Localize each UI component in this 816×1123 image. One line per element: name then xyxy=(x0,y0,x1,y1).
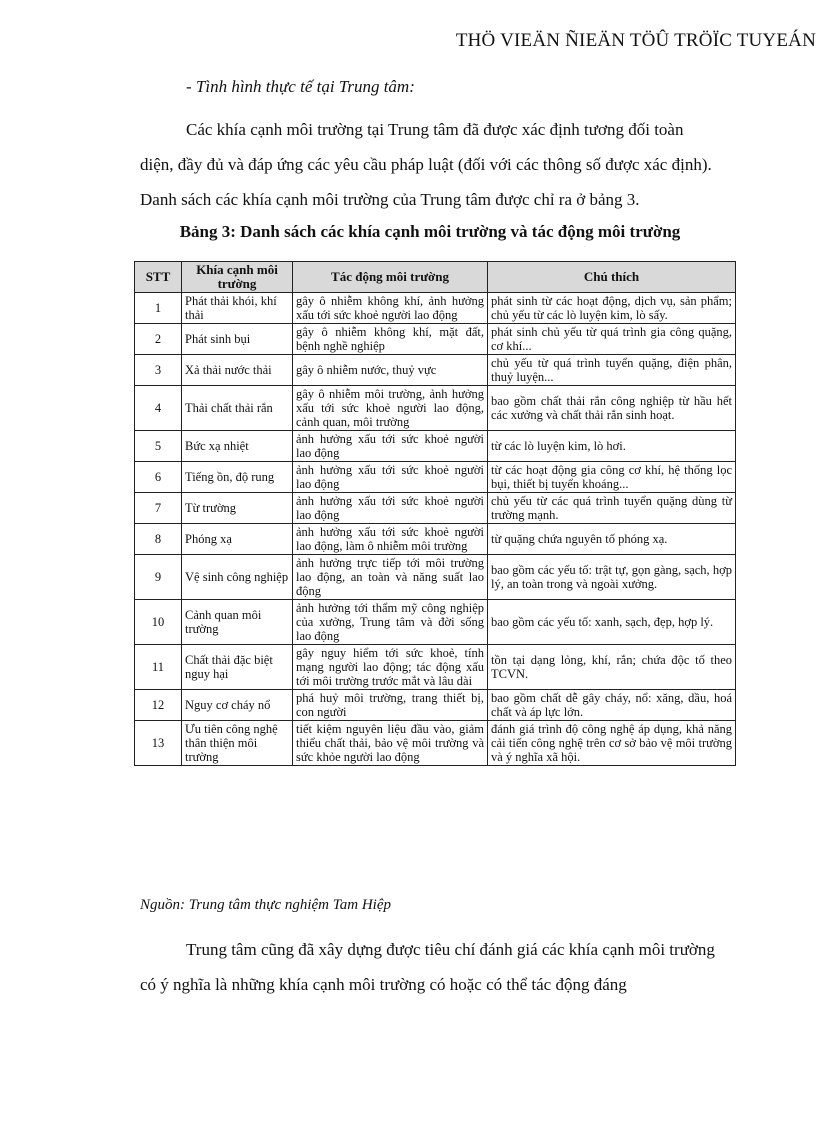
cell-note: chủ yếu từ các quá trình tuyển quặng dùng từ trường mạnh. xyxy=(488,493,736,524)
cell-note: chủ yếu từ quá trình tuyển quặng, điện phân, thuỷ luyện... xyxy=(488,355,736,386)
cell-note: tồn tại dạng lỏng, khí, rắn; chứa độc tố theo TCVN. xyxy=(488,645,736,690)
cell-note: phát sinh từ các hoạt động, dịch vụ, sản phẩm; chủ yếu từ các lò luyện kim, lò sấy. xyxy=(488,293,736,324)
cell-aspect: Từ trường xyxy=(182,493,293,524)
cell-impact: ảnh hưởng xấu tới sức khoẻ người lao động, làm ô nhiễm môi trường xyxy=(293,524,488,555)
cell-impact: ảnh hưởng xấu tới sức khoẻ người lao động xyxy=(293,431,488,462)
intro-paragraph-text: Các khía cạnh môi trường tại Trung tâm đã được xác định tương đối toàn diện, đầy đủ và đáp ứng các yêu cầu pháp luật (đối với các thông số được xác định). Danh sách các khía cạnh môi trường của Trung tâm được chỉ ra ở bảng 3. xyxy=(140,120,712,209)
header-note: Chú thích xyxy=(488,262,736,293)
cell-note: từ các hoạt động gia công cơ khí, hệ thống lọc bụi, thiết bị tuyển khoáng... xyxy=(488,462,736,493)
cell-aspect: Phát thải khói, khí thải xyxy=(182,293,293,324)
table-row xyxy=(135,386,736,431)
cell-aspect: Vệ sinh công nghiệp xyxy=(182,555,293,600)
table-row xyxy=(135,555,736,600)
table-row xyxy=(135,690,736,721)
table-caption: Bảng 3: Danh sách các khía cạnh môi trường và tác động môi trường xyxy=(179,222,681,241)
environmental-aspects-table xyxy=(134,261,736,766)
cell-note: đánh giá trình độ công nghệ áp dụng, khả năng cải tiến công nghệ trên cơ sở bảo vệ môi trường và ý nghĩa xã hội. xyxy=(488,721,736,766)
cell-stt: 2 xyxy=(135,324,182,355)
table-body xyxy=(135,293,736,766)
table-row xyxy=(135,645,736,690)
cell-note: từ quặng chứa nguyên tố phóng xạ. xyxy=(488,524,736,555)
header-aspect: Khía cạnh môi trường xyxy=(182,262,293,293)
cell-aspect: Ưu tiên công nghệ thân thiện môi trường xyxy=(182,721,293,766)
table-row xyxy=(135,721,736,766)
table-row xyxy=(135,324,736,355)
cell-impact: ảnh hưởng xấu tới sức khoẻ người lao động xyxy=(293,462,488,493)
cell-stt: 5 xyxy=(135,431,182,462)
cell-note: bao gồm chất thải rắn công nghiệp từ hầu hết các xưởng và chất thải rắn sinh hoạt. xyxy=(488,386,736,431)
table-row xyxy=(135,462,736,493)
cell-aspect: Phóng xạ xyxy=(182,524,293,555)
cell-note: bao gồm các yếu tố: trật tự, gọn gàng, sạch, hợp lý, an toàn trong và ngoài xưởng. xyxy=(488,555,736,600)
table-row xyxy=(135,600,736,645)
cell-note: từ các lò luyện kim, lò hơi. xyxy=(488,431,736,462)
cell-impact: gây ô nhiễm không khí, ảnh hưởng xấu tới sức khoẻ người lao động xyxy=(293,293,488,324)
cell-note: bao gồm chất dễ gây cháy, nổ: xăng, dầu, hoá chất và áp lực lớn. xyxy=(488,690,736,721)
table-row xyxy=(135,524,736,555)
header-stt: STT xyxy=(135,262,182,293)
cell-stt: 12 xyxy=(135,690,182,721)
cell-impact: ảnh hưởng xấu tới sức khoẻ người lao động xyxy=(293,493,488,524)
intro-paragraph xyxy=(140,112,720,217)
cell-stt: 11 xyxy=(135,645,182,690)
cell-aspect: Tiếng ồn, độ rung xyxy=(182,462,293,493)
cell-impact: ảnh hưởng trực tiếp tới môi trường lao động, an toàn và năng suất lao động xyxy=(293,555,488,600)
table-row xyxy=(135,431,736,462)
cell-impact: gây ô nhiễm môi trường, ảnh hưởng xấu tới sức khoẻ người lao động, cảnh quan, môi trường xyxy=(293,386,488,431)
cell-stt: 4 xyxy=(135,386,182,431)
cell-aspect: Phát sinh bụi xyxy=(182,324,293,355)
cell-note: phát sinh chủ yếu từ quá trình gia công quặng, cơ khí... xyxy=(488,324,736,355)
table-row xyxy=(135,355,736,386)
cell-impact: tiết kiệm nguyên liệu đầu vào, giảm thiểu chất thải, bảo vệ môi trường và sức khỏe người lao động xyxy=(293,721,488,766)
section-subtitle: - Tình hình thực tế tại Trung tâm: xyxy=(186,77,415,96)
page-header: THÖ VIEÄN ÑIEÄN TÖÛ TRÖÏC TUYEÁN xyxy=(455,30,816,51)
table-header-row xyxy=(135,262,736,293)
cell-stt: 13 xyxy=(135,721,182,766)
cell-stt: 7 xyxy=(135,493,182,524)
cell-aspect: Chất thải đặc biệt nguy hại xyxy=(182,645,293,690)
cell-stt: 8 xyxy=(135,524,182,555)
cell-aspect: Thải chất thải rắn xyxy=(182,386,293,431)
cell-stt: 6 xyxy=(135,462,182,493)
table-row xyxy=(135,493,736,524)
cell-stt: 10 xyxy=(135,600,182,645)
header-impact: Tác động môi trường xyxy=(293,262,488,293)
cell-aspect: Cảnh quan môi trường xyxy=(182,600,293,645)
cell-impact: gây ô nhiễm không khí, mặt đất, bệnh nghề nghiệp xyxy=(293,324,488,355)
cell-impact: gây ô nhiễm nước, thuỷ vực xyxy=(293,355,488,386)
cell-stt: 3 xyxy=(135,355,182,386)
table-row xyxy=(135,293,736,324)
cell-note: bao gồm các yếu tố: xanh, sạch, đẹp, hợp lý. xyxy=(488,600,736,645)
cell-impact: gây nguy hiểm tới sức khoẻ, tính mạng người lao động; tác động xấu tới môi trường trước mắt và lâu dài xyxy=(293,645,488,690)
cell-aspect: Nguy cơ cháy nổ xyxy=(182,690,293,721)
cell-aspect: Bức xạ nhiệt xyxy=(182,431,293,462)
closing-paragraph-text: Trung tâm cũng đã xây dựng được tiêu chí đánh giá các khía cạnh môi trường có ý nghĩa là những khía cạnh môi trường có hoặc có thể tác động đáng xyxy=(140,940,715,994)
cell-stt: 9 xyxy=(135,555,182,600)
cell-stt: 1 xyxy=(135,293,182,324)
closing-paragraph xyxy=(140,932,720,1002)
table-source: Nguồn: Trung tâm thực nghiệm Tam Hiệp xyxy=(140,897,391,913)
cell-impact: phá huỷ môi trường, trang thiết bị, con người xyxy=(293,690,488,721)
cell-impact: ảnh hưởng tới thẩm mỹ công nghiệp của xưởng, Trung tâm và đời sống lao động xyxy=(293,600,488,645)
cell-aspect: Xả thải nước thải xyxy=(182,355,293,386)
